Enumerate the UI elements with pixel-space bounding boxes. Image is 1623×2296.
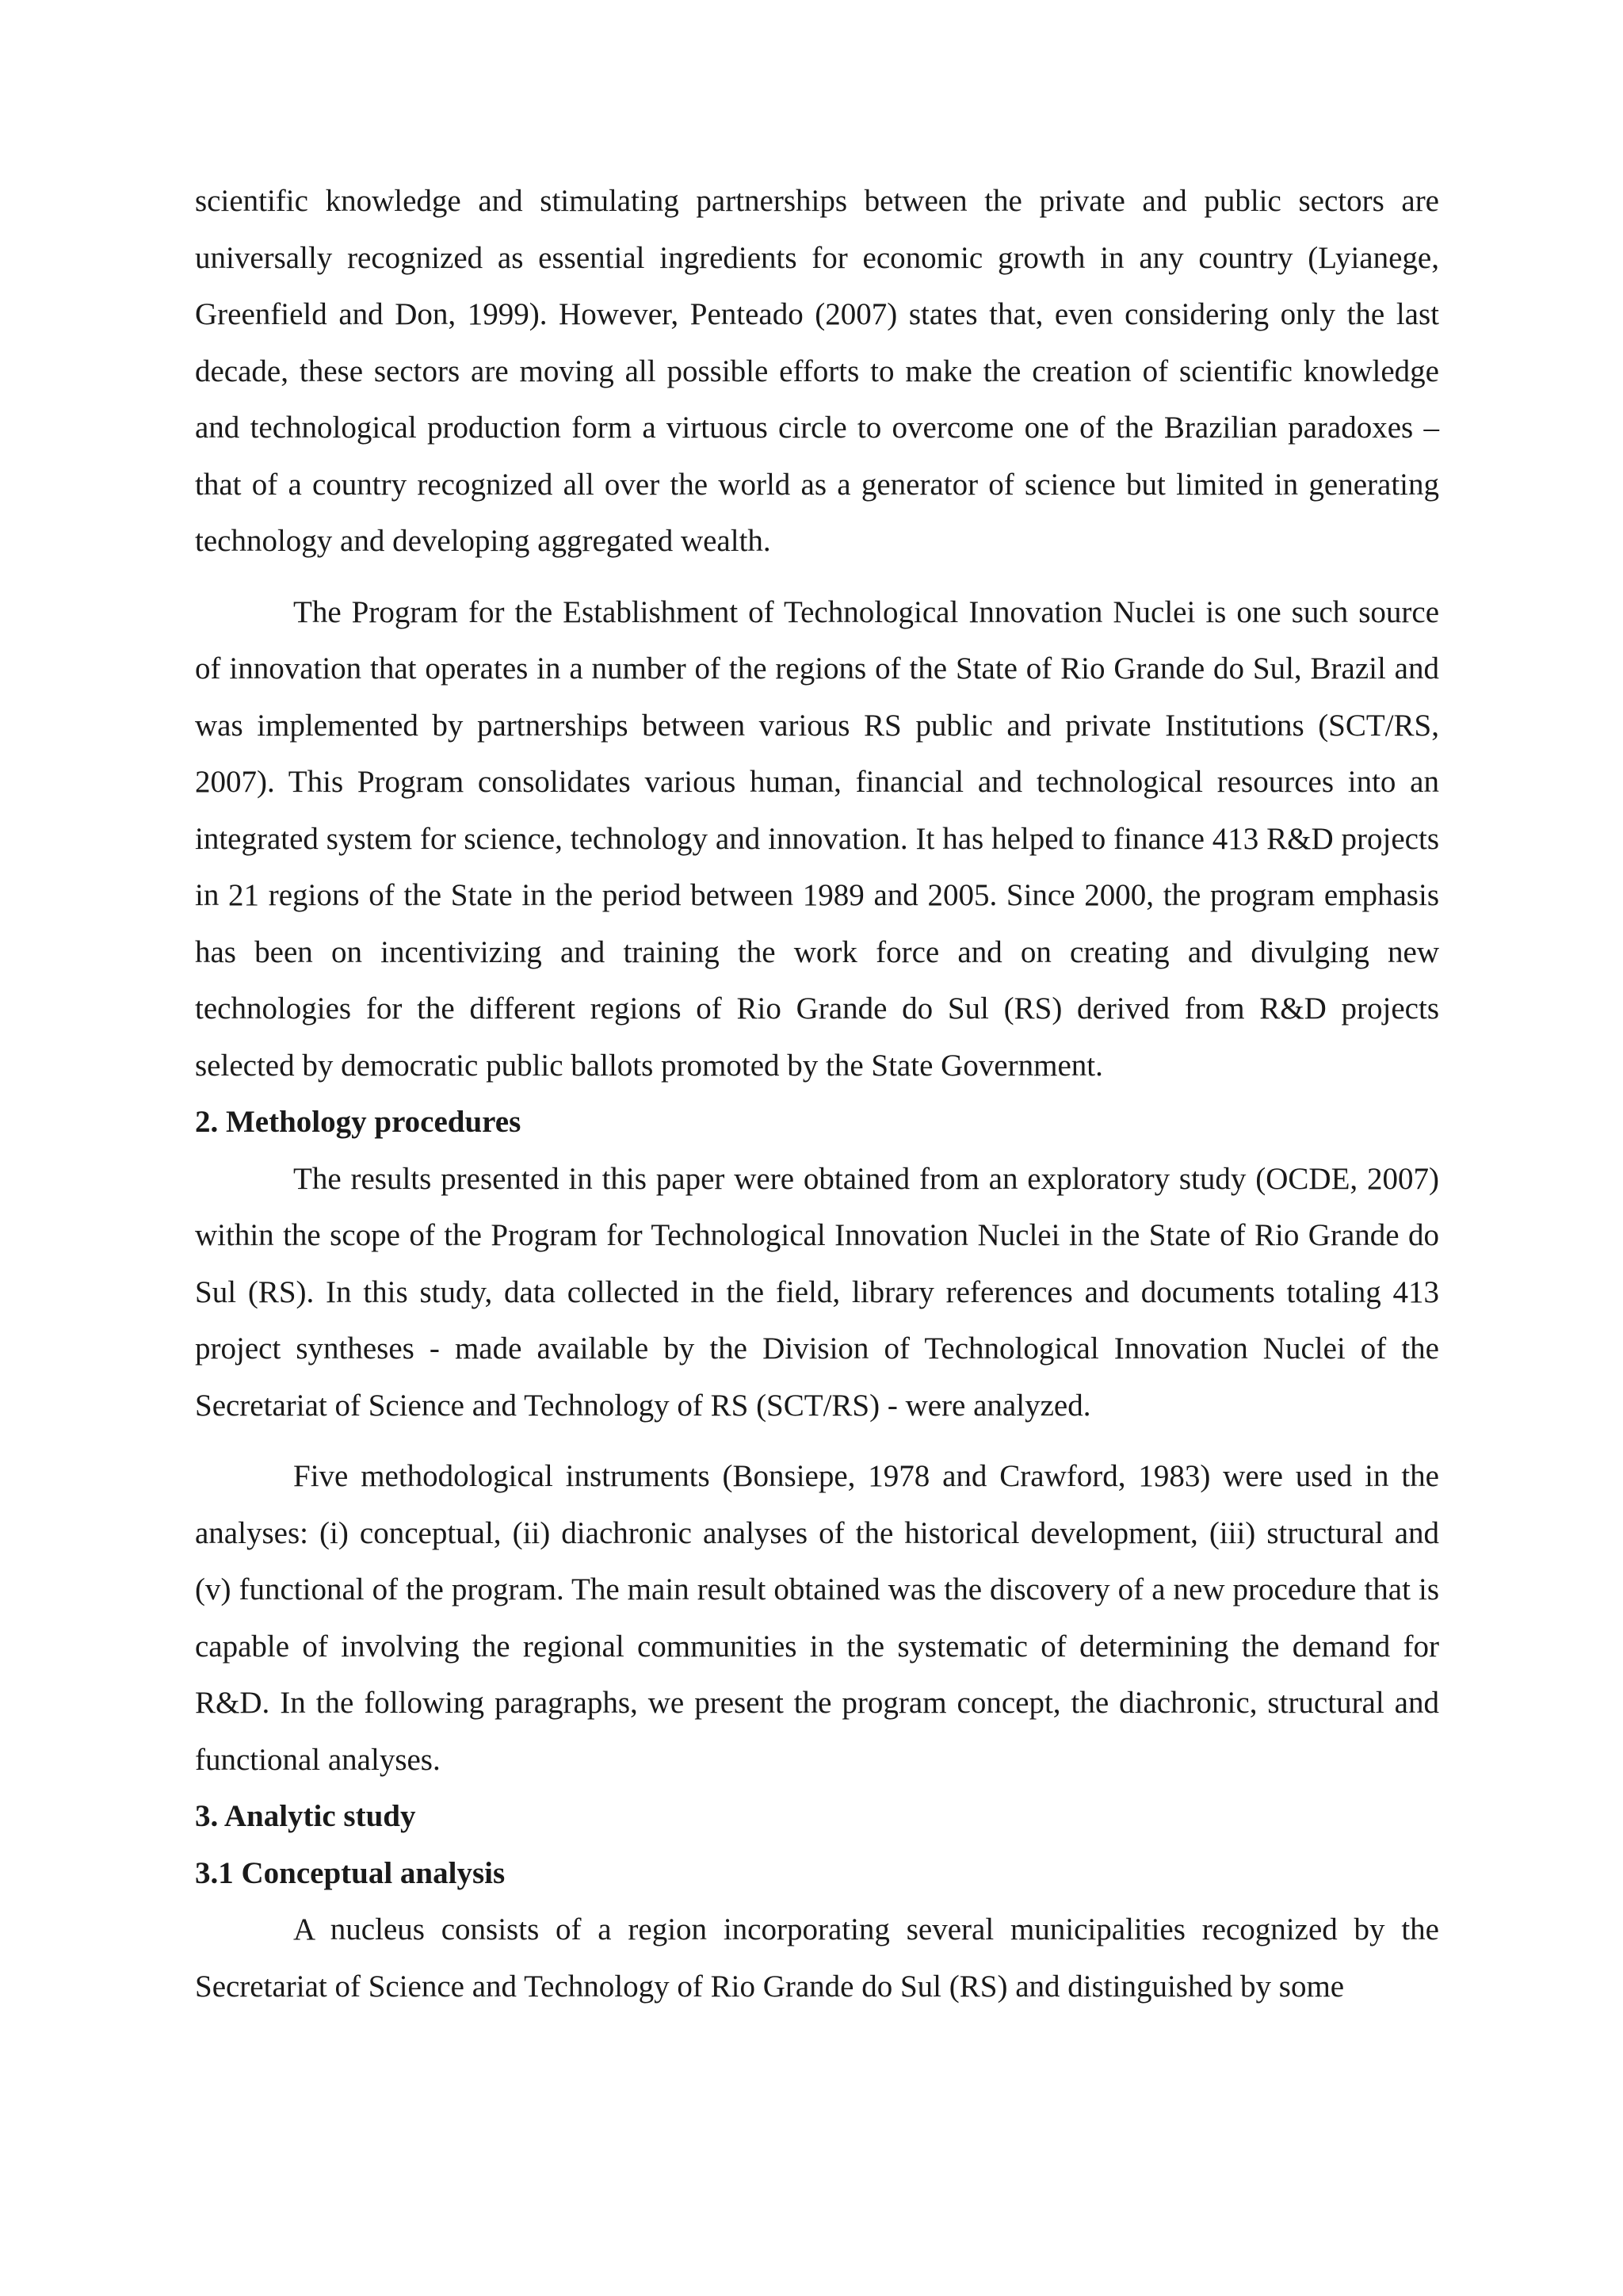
section-heading-methodology: 2. Methology procedures [195,1105,521,1139]
paragraph-intro-continued: scientific knowledge and stimulating partnerships between the private and public sectors are universally recognized as essential ingredients for economic growth in any country (Lyianege, Greenfield and Don, 1999). However, Penteado (2007) states that, even considering only the last decade, these sectors are moving all possible efforts to make the creation of scientific knowledge and technological production form a virtuous circle to overcome one of the Brazilian paradoxes – that of a country recognized all over the world as a generator of science but limited in generating technology and developing aggregated wealth. [195,184,1439,558]
paragraph-nucleus-definition: A nucleus consists of a region incorporating several municipalities recognized by the Secretariat of Science and Technology of Rio Grande do Sul (RS) and distinguished by some [195,1912,1439,2004]
paragraph-methodology: The results presented in this paper were obtained from an exploratory study (OCDE, 2007) within the scope of the Program for Technological Innovation Nuclei in the State of Rio Grande do Sul (RS). In this study, data collected in the field, library references and documents totaling 413 project syntheses - made available by the Division of Technological Innovation Nuclei of the Secretariat of Science and Technology of RS (SCT/RS) - were analyzed. [195,1161,1439,1423]
paragraph-program-description: The Program for the Establishment of Technological Innovation Nuclei is one such source of innovation that operates in a number of the regions of the State of Rio Grande do Sul, Brazil and was implemented by partnerships between various RS public and private Institutions (SCT/RS, 2007). This Program consolidates various human, financial and technological resources into an integrated system for science, technology and innovation. It has helped to finance 413 R&D projects in 21 regions of the State in the period between 1989 and 2005. Since 2000, the program emphasis has been on incentivizing and training the work force and on creating and divulging new technologies for the different regions of Rio Grande do Sul (RS) derived from R&D projects selected by democratic public ballots promoted by the State Government. [195,594,1439,1083]
subsection-heading-conceptual-analysis: 3.1 Conceptual analysis [195,1855,506,1890]
section-heading-analytic-study: 3. Analytic study [195,1799,416,1833]
paragraph-instruments: Five methodological instruments (Bonsiepe, 1978 and Crawford, 1983) were used in the analyses: (i) conceptual, (ii) diachronic analyses of the historical development, (iii) structural and (v) functional of the program. The main result obtained was the discovery of a new procedure that is capable of involving the regional communities in the systematic of determining the demand for R&D. In the following paragraphs, we present the program concept, the diachronic, structural and functional analyses. [195,1459,1439,1777]
document-page [195,173,1439,2015]
